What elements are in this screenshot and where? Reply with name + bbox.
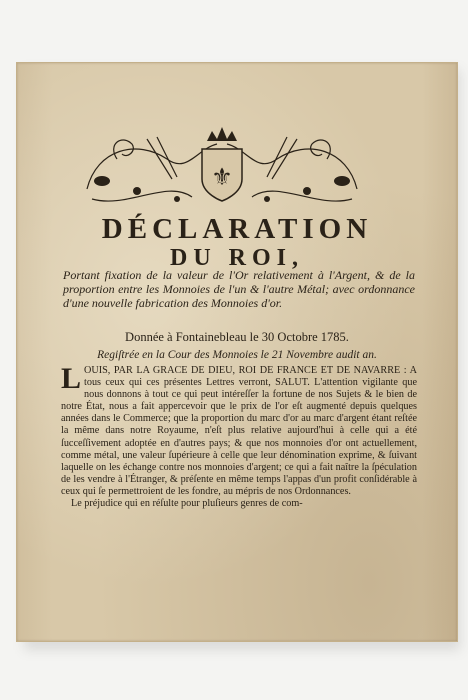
document-subtitle-heading: DU ROI,	[169, 245, 304, 271]
registry-note: Regiſtrée en la Cour des Monnoies le 21 Novembre audit an.	[97, 349, 377, 361]
drop-cap: L	[61, 362, 82, 395]
fleur-de-lis-shield-icon	[202, 127, 242, 201]
body-paragraph-1	[61, 362, 418, 498]
document-subtitle: Portant fixation de la valeur de l'Or relativement à l'Argent, & de la proportion entre les Monnoies de l'un & l'autre Métal; avec ordonnance d'une nouvelle fabrication des Monnoies d'or.	[63, 268, 415, 310]
body-text	[61, 362, 418, 510]
dateline: Donnée à Fontainebleau le 30 Octobre 1785.	[125, 330, 349, 344]
body-intro: OUIS, PAR LA GRACE DE DIEU, ROI DE FRANCE ET DE NAVARRE :	[84, 365, 407, 376]
body-paragraph-2: Le préjudice qui en réſulte pour pluſieurs genres de com-	[71, 498, 303, 510]
document-title: DÉCLARATION	[101, 213, 373, 245]
royal-arms-vignette	[77, 119, 367, 215]
document-page	[16, 62, 458, 642]
svg-text:⚜: ⚜	[211, 163, 233, 191]
body-paragraph-text: A tous ceux qui ces présentes Lettres verront, SALUT. L'attention vigilante que nous donnons à tout ce qui peut intéreſſer la fortune de nos Sujets & le bien de notre État, nous a fait appercevoir que le prix de l'or eſt augmenté depuis quelques années dans le Commerce; que la proportion du marc d'or au marc d'argent étant reſtée la même dans notre Royaume, n'eſt plus relative aujourd'hui à celle qui a été ſucceſſivement adoptée en d'autres pays; & que nos monnoies d'or ont actuellement, comme métal, une valeur ſupérieure à celle que leur dénomination exprime, & ſuivant laquelle on les échange contre nos monnoies d'argent; ce qui a fait naître la ſpéculation de les vendre à l'Étranger, & préſente en même temps l'appas d'un profit conſidérable à ceux qui ſe permettroient de les fondre, au mépris de nos Ordonnances.	[61, 365, 418, 497]
